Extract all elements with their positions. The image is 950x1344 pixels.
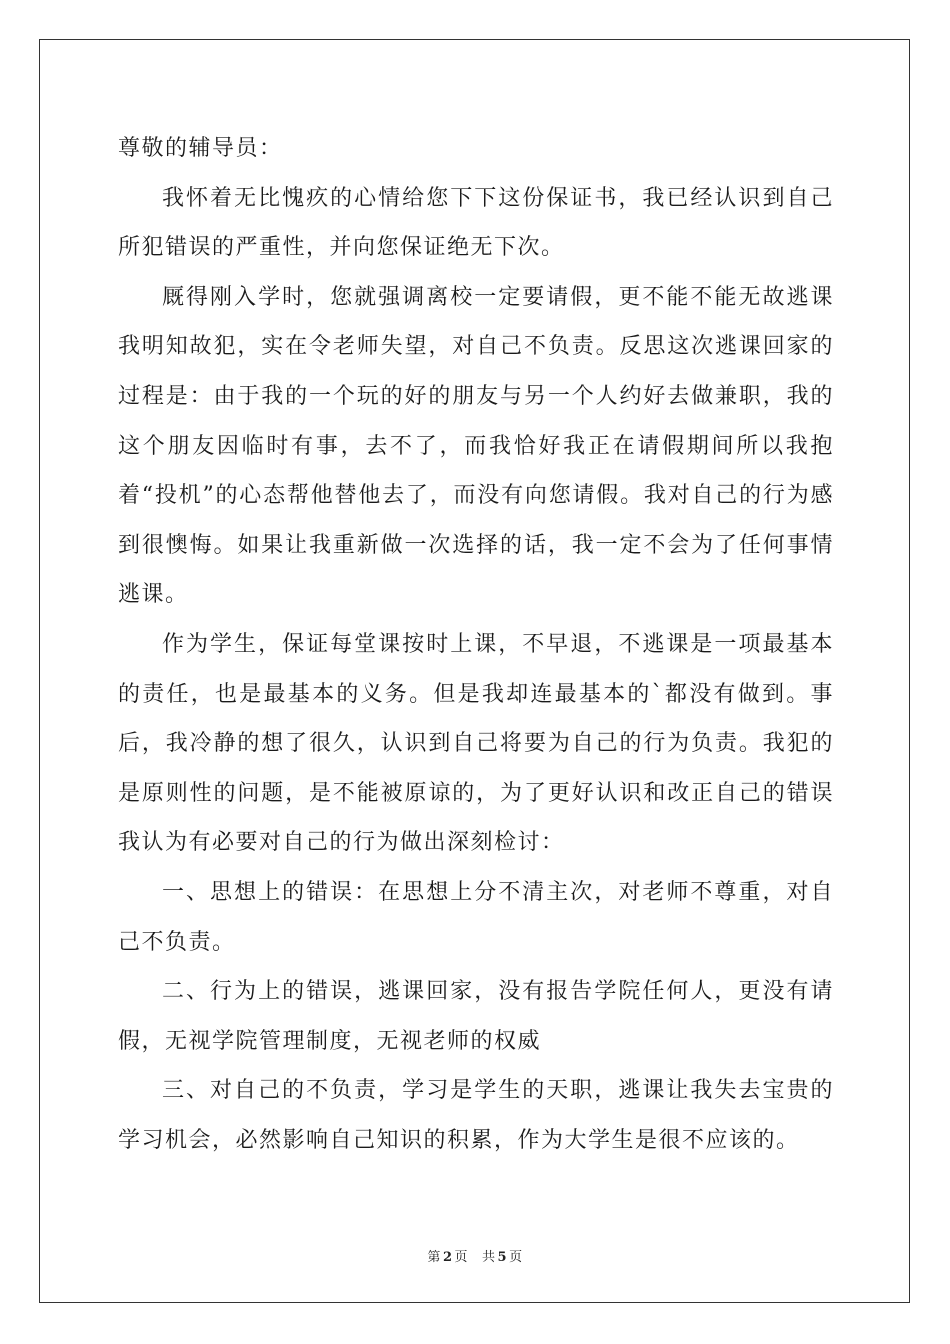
total-suffix: 页 (509, 1250, 523, 1265)
total-pages-number: 5 (497, 1250, 508, 1265)
paragraph-3: 作为学生，保证每堂课按时上课，不早退，不逃课是一项最基本的责任，也是最基本的义务。但是我却连最基本的`都没有做到。事后，我冷静的想了很久，认识到自己将要为自己的行为负责。我犯的是原则性的问题，是不能被原谅的，为了更好认识和改正自己的错误我认为有必要对自己的行为做出深刻检讨： (118, 631, 834, 856)
document-body (118, 124, 834, 1165)
page-footer (0, 1246, 950, 1265)
total-prefix: 共 (482, 1250, 496, 1265)
current-page-number: 2 (442, 1250, 453, 1265)
paragraph-1: 我怀着无比愧疚的心情给您下下这份保证书，我已经认识到自己所犯错误的严重性，并向您保证绝无下次。 (118, 185, 834, 261)
page-suffix: 页 (454, 1250, 468, 1265)
paragraph-4: 一、思想上的错误：在思想上分不清主次，对老师不尊重，对自己不负责。 (118, 879, 834, 955)
paragraph-6: 三、对自己的不负责，学习是学生的天职，逃课让我失去宝贵的学习机会，必然影响自己知识的积累，作为大学生是很不应该的。 (118, 1078, 834, 1153)
salutation: 尊敬的辅导员： (118, 136, 283, 161)
paragraph-2: 厩得刚入学时，您就强调离校一定要请假，更不能不能无故逃课我明知故犯，实在令老师失望，对自己不负责。反思这次逃课回家的过程是：由于我的一个玩的好的朋友与另一个人约好去做兼职，我的这个朋友因临时有事，去不了，而我恰好我正在请假期间所以我抱着“投机”的心态帮他替他去了，而没有向您请假。我对自己的行为感到很懊悔。如果让我重新做一次选择的话，我一定不会为了任何事情逃课。 (118, 284, 834, 608)
page-prefix: 第 (427, 1250, 441, 1265)
paragraph-5: 二、行为上的错误，逃课回家，没有报告学院任何人，更没有请假，无视学院管理制度，无视老师的权威 (118, 979, 834, 1054)
